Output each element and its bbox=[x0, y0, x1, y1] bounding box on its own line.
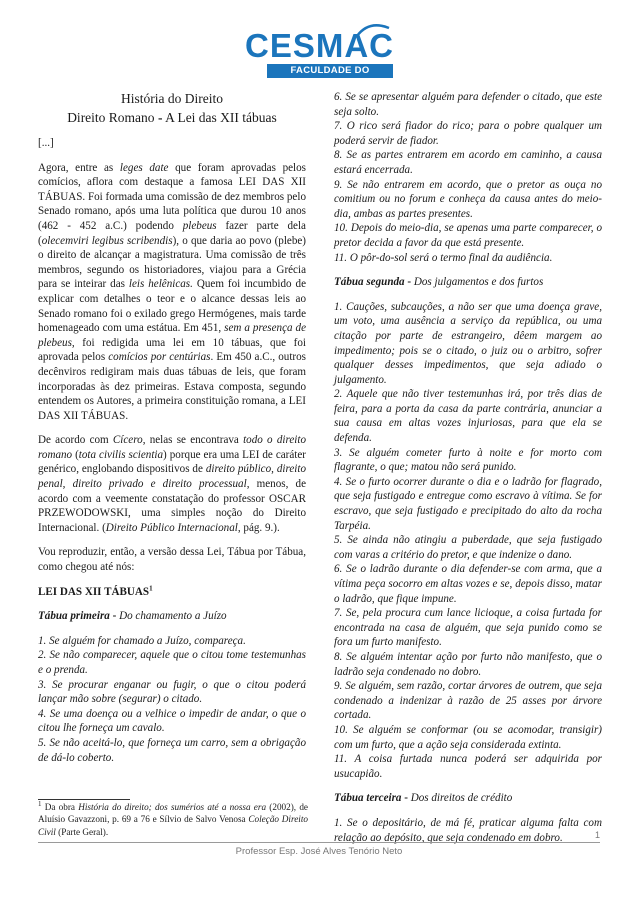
right-column bbox=[334, 90, 602, 855]
list-item: 5. Se ainda não atingiu a puberdade, que seja fustigado com varas a critério do pretor, e que indenize o dano. bbox=[334, 534, 602, 561]
page-footer: Professor Esp. José Alves Tenório Neto bbox=[235, 846, 403, 857]
tabua-3-list bbox=[334, 816, 602, 845]
list-item: 2. Se não comparecer, aquele que o citou tome testemunhas e o prenda. bbox=[38, 649, 306, 676]
list-item: 6. Se se apresentar alguém para defender o citado, que este seja solto. bbox=[334, 91, 602, 118]
left-column bbox=[38, 90, 306, 775]
list-item: 7. O rico será fiador do rico; para o pobre qualquer um poderá servir de fiador. bbox=[334, 120, 602, 147]
list-item: 7. Se, pela procura cum lance licioque, a coisa furtada for encontrada na casa de alguém, que seja punido como se fora um furto manifesto. bbox=[334, 607, 602, 649]
list-item: 11. A coisa furtada nunca poderá ser adquirida por usucapião. bbox=[334, 753, 602, 780]
cesmac-logo bbox=[245, 27, 395, 90]
logo-swirl-icon bbox=[355, 22, 391, 38]
tabua-1-list-continued bbox=[334, 90, 602, 265]
logo-wordmark: CESMAC bbox=[245, 27, 395, 64]
list-item: 8. Se alguém intentar ação por furto não manifesto, que o ladrão seja condenado no dobro. bbox=[334, 650, 602, 678]
paragraph-intro: Agora, entre as leges date que foram aprovadas pelos comícios, aflora com destaque a famosa LEI DAS XII TÁBUAS. Foi formada uma comissão de dez membros pelo Senado romano, após uma luta política que durou 10 anos (462 - 452 a.C.) podendo plebeus fazer parte dela (olecemviri legibus scribendis), o que daria ao povo (plebe) o direito de alcançar a magistratura. Uma comissão de três membros, segundo os historiadores, viajou para a Grécia para se inteirar das leis helênicas. Quem foi incumbido de explicar com detalhes o teor e o alcance dessas leis ao Senado romano foi o exilado grego Hermógenes, mais tarde homenageado com uma estátua. Em 451, sem a presença de plebeus, foi redigida uma lei em 10 tábuas, que foi aprovada pelos comícios por centúrias. Em 450 a.C., outros decênviros redigiram mais duas tábuas de leis, que foram incorporadas às dez primeiras. Estava composta, segundo entendem os Autores, a primeira constituição romana, a LEI DAS XII TÁBUAS. bbox=[38, 161, 306, 422]
list-item: 9. Se alguém, sem razão, cortar árvores de outrem, que seja condenado a indenizar à razão de 25 asses por árvore cortada. bbox=[334, 680, 602, 722]
footnote-ref[interactable]: 1 bbox=[149, 583, 153, 592]
list-item: 10. Depois do meio-dia, se apenas uma parte comparecer, o pretor decida a favor da que está presente. bbox=[334, 222, 602, 249]
tabua-1-heading: Tábua primeira - Do chamamento a Juízo bbox=[38, 610, 227, 623]
paragraph-cicero: De acordo com Cícero, nelas se encontrava todo o direito romano (tota civilis scientia) porque era uma LEI de caráter genérico, englobando dispositivos de direito público, direito penal, direito privado e direito processual, menos, de acordo com a veemente constatação do professor OSCAR PRZEWODOWSKI, uma simples noção do Direito Internacional. (Direito Público Internacional, pág. 9.). bbox=[38, 434, 307, 534]
page-number: 1 bbox=[594, 830, 600, 840]
list-item: 11. O pôr-do-sol será o termo final da audiência. bbox=[334, 251, 553, 264]
list-item: 6. Se o ladrão durante o dia defender-se com arma, que a vítima peça socorro em altas vozes e se, depois disso, matar o ladrão, que fique impune. bbox=[334, 563, 602, 605]
list-item: 2. Aquele que não tiver testemunhas irá, por três dias de feira, para a porta da casa da parte contrária, anunciar a sua causa em altas vozes injuriosas, para que ela se defenda. bbox=[334, 388, 602, 445]
tabua-1-list bbox=[38, 634, 306, 765]
list-item: 3. Se alguém cometer furto à noite e for morto com flagrante, o que; matou não será punido. bbox=[334, 446, 602, 474]
tabua-2-heading: Tábua segunda - Dos julgamentos e dos furtos bbox=[334, 276, 544, 289]
document-subtitle: Direito Romano - A Lei das XII tábuas bbox=[67, 110, 277, 125]
document-title: História do Direito bbox=[121, 91, 223, 106]
list-item: 1. Se alguém for chamado a Juízo, compareça. bbox=[38, 634, 246, 647]
list-item: 4. Se o furto ocorrer durante o dia e o ladrão for flagrado, que seja fustigado e entregue como escravo à vítima. Se for escravo, que seja fustigado e precipitado do alto da rocha Tarpéia. bbox=[334, 475, 602, 532]
tabua-2-list bbox=[334, 300, 602, 782]
footnote: $^1$ Da obra História do direito; dos sumérios até a nossa era (2002), de Aluísio Gavazzoni, p. 69 a 76 e Sílvio de Salvo Venosa Coleção Direito Civil (Parte Geral). bbox=[38, 799, 308, 837]
list-item: 9. Se não entrarem em acordo, que o pretor as ouça no comitium ou no forum e conheça da causa antes do meio-dia, ambas as partes presentes. bbox=[334, 178, 602, 220]
list-item: 1. Se o depositário, de má fé, praticar alguma falta com relação ao depósito, que seja condenado em dobro. bbox=[334, 816, 602, 844]
list-item: 10. Se alguém se conformar (ou se acomodar, transigir) com um furto, que a ação seja considerada extinta. bbox=[334, 723, 602, 751]
ellipsis: [...] bbox=[38, 137, 54, 149]
footer-divider bbox=[38, 842, 600, 843]
logo-subtitle: FACULDADE DO AGRESTE bbox=[267, 64, 393, 78]
list-item: 5. Se não aceitá-lo, que forneça um carro, sem a obrigação de dá-lo coberto. bbox=[38, 736, 306, 764]
list-item: 4. Se uma doença ou a velhice o impedir de andar, o que o citou lhe forneça um cavalo. bbox=[38, 707, 306, 735]
tabua-3-heading: Tábua terceira - Dos direitos de crédito bbox=[334, 792, 513, 805]
law-heading: LEI DAS XII TÁBUAS$^1$ bbox=[38, 583, 153, 598]
list-item: 3. Se procurar enganar ou fugir, o que o citou poderá lançar mão sobre (segurar) o citado. bbox=[38, 678, 306, 706]
list-item: 8. Se as partes entrarem em acordo em caminho, a causa estará encerrada. bbox=[334, 149, 602, 176]
paragraph-reproduce: Vou reproduzir, então, a versão dessa Lei, Tábua por Tábua, como chegou até nós: bbox=[38, 546, 306, 574]
list-item: 1. Cauções, subcauções, a não ser que uma doença grave, um voto, uma ausência a serviço da república, ou uma citação por parte de estrangeiro, dêem margem ao impedimento; pois se o citado, o juiz ou o arbitro, sofrer qualquer desses impedimentos, que seja adiado o julgamento. bbox=[334, 300, 602, 386]
footnote-divider bbox=[38, 799, 130, 800]
